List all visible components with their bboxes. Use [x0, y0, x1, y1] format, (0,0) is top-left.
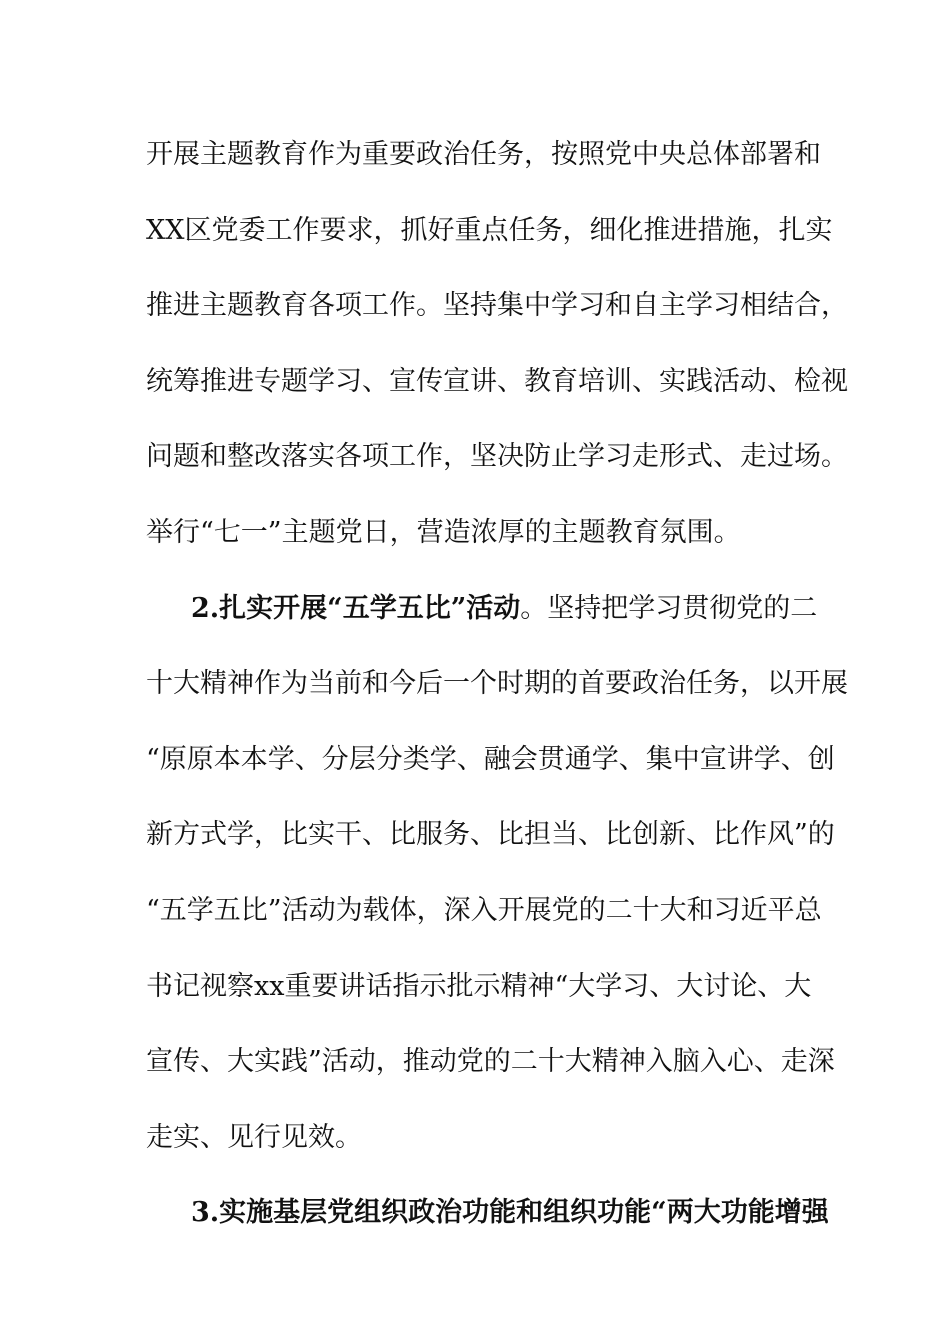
document-body: [146, 127, 848, 1261]
paragraph-line: “五学五比”活动为载体，深入开展党的二十大和习近平总: [146, 894, 822, 926]
section-2-first-line-text: 。坚持把学习贯彻党的二: [520, 592, 818, 624]
paragraph-line: 走实、见行见效。: [146, 1121, 362, 1153]
paragraph-line: 举行“七一”主题党日，营造浓厚的主题教育氛围。: [146, 516, 741, 548]
section-2-heading: 2.扎实开展“五学五比”活动: [191, 592, 521, 624]
paragraph-line: “原原本本学、分层分类学、融会贯通学、集中宣讲学、创: [146, 743, 835, 775]
paragraph-line: XX区党委工作要求，抓好重点任务，细化推进措施，扎实: [146, 214, 833, 246]
paragraph-line: 宣传、大实践”活动，推动党的二十大精神入脑入心、走深: [146, 1046, 835, 1078]
paragraph-line: 新方式学，比实干、比服务、比担当、比创新、比作风”的: [146, 819, 835, 851]
paragraph-line: 推进主题教育各项工作。坚持集中学习和自主学习相结合，: [146, 290, 848, 322]
paragraph-line: 书记视察xx重要讲话指示批示精神“大学习、大讨论、大: [146, 970, 812, 1002]
paragraph-line: 十大精神作为当前和今后一个时期的首要政治任务，以开展: [146, 668, 848, 700]
paragraph-line: 问题和整改落实各项工作，坚决防止学习走形式、走过场。: [146, 441, 848, 473]
paragraph-line: 统筹推进专题学习、宣传宣讲、教育培训、实践活动、检视: [146, 365, 848, 397]
section-2-first-line: [146, 581, 818, 657]
section-3-first-line: [146, 1185, 829, 1261]
section-3-heading: 3.实施基层党组织政治功能和组织功能“两大功能增强: [191, 1197, 829, 1229]
paragraph-line: 开展主题教育作为重要政治任务，按照党中央总体部署和: [146, 139, 821, 170]
